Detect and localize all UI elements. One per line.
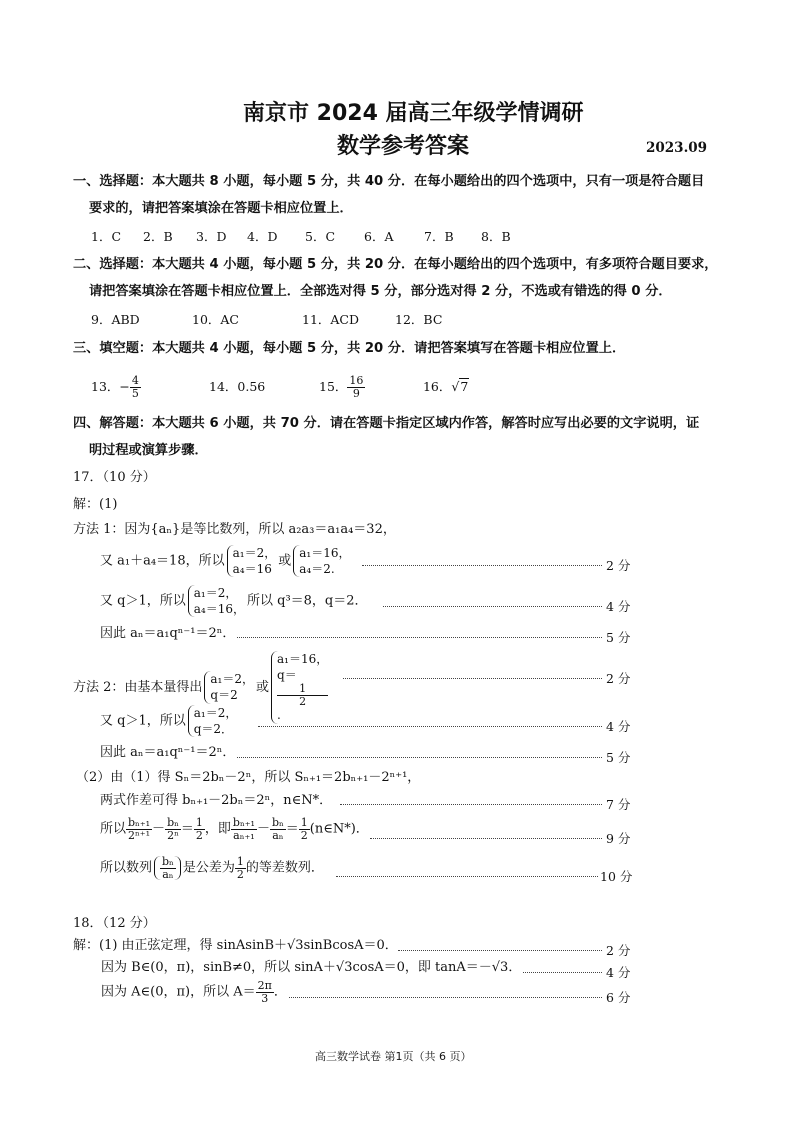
section-1-answers (91, 229, 511, 245)
q17-part-2-line-4: 所以数列 bₙ aₙ 是公差为 $\frac{1}{2}$ 的等差数列． (100, 855, 324, 881)
section-3-line-1: 三、填空题：本大题共 4 小题，每小题 5 分，共 20 分．请把答案填写在答题卡相应位置上． (73, 341, 626, 356)
equation-system: a₁＝16， q＝ 1 2 . (271, 651, 328, 724)
answer-8: 8．B (481, 229, 511, 244)
section-4-line-2: 明过程或演算步骤． (89, 443, 208, 458)
title-line-1: 南京市 2024 届高三年级学情调研 (243, 101, 584, 126)
fraction-15: $\frac{16}{9}$ (349, 374, 364, 400)
q17-method2-line-1: 方法 2：由基本量得出 a₁＝2， q＝2 或 a₁＝16， q＝ 1 2 . (73, 652, 329, 723)
section-1-line-2: 要求的，请把答案填涂在答题卡相应位置上． (89, 201, 353, 216)
answer-1: 1．C (91, 229, 122, 244)
q18-line-2: 因为 B∈(0，π)，sinB≠0，所以 sinA＋√3cosA＝0，即 tanA＝－√3． (101, 960, 522, 975)
q17-part-2-line-1: （2）由（1）得 Sₙ＝2bₙ－2ⁿ，所以 Sₙ₊₁＝2bₙ₊₁－2ⁿ⁺¹， (76, 770, 421, 785)
points: 4 分 (606, 599, 631, 614)
points: 2 分 (606, 671, 631, 686)
points: 2 分 (606, 943, 631, 958)
dot-leader (343, 678, 602, 679)
answer-11: 11．ACD (302, 312, 360, 327)
q18-line-1: 解：(1) 由正弦定理，得 sinAsinB＋√3sinBcosA＝0． (73, 938, 398, 953)
answer-16: 16．√7 (422, 379, 469, 394)
dot-leader (237, 637, 602, 638)
points: 5 分 (606, 750, 631, 765)
answer-13: 13．− $\frac{4}{5}$ (91, 374, 139, 400)
equation-system: a₁＝16， a₄＝2. (293, 545, 350, 577)
section-4-line-1: 四、解答题：本大题共 6 小题，共 70 分．请在答题卡指定区域内作答，解答时应写出必要的文字说明，证 (73, 416, 700, 431)
q17-method1-line-4: 因此 aₙ＝a₁qⁿ⁻¹＝2ⁿ． (100, 626, 236, 641)
answer-10: 10．AC (192, 312, 239, 327)
points: 2 分 (606, 558, 631, 573)
exam-date: 2023.09 (646, 140, 708, 156)
points: 4 分 (606, 719, 631, 734)
q17-part-2-line-2: 两式作差可得 bₙ₊₁－2bₙ＝2ⁿ，n∈N*． (100, 793, 333, 808)
q17-part-2-line-3: 所以 $\frac{\text{bₙ₊₁}}{\text{2ⁿ⁺¹}}$ － $\frac{\text{bₙ}}{\text{2ⁿ}}$ ＝ $\frac{1}{2}$ ，即 $\frac{\text{bₙ₊₁}}{\text{aₙ₊₁}}$ － $\frac{\text{bₙ}}{\text{aₙ}}$ ＝ $\frac{1}{2}$ (n∈N*)． (100, 816, 369, 842)
answer-3: 3．D (196, 229, 227, 244)
dot-leader (336, 876, 598, 877)
answer-4: 4．D (247, 229, 278, 244)
dot-leader (340, 804, 602, 805)
dot-leader (370, 838, 602, 839)
q18-line-3: 因为 A∈(0，π)，所以 A＝ $\frac{2\pi}{3}$ ． (101, 979, 287, 1005)
dot-leader (398, 950, 602, 951)
answer-7: 7．B (424, 229, 454, 244)
dot-leader (523, 972, 602, 973)
answer-2: 2．B (143, 229, 173, 244)
equation-system: a₁＝2， q＝2． (188, 705, 238, 737)
answer-6: 6．A (364, 229, 394, 244)
points: 5 分 (606, 630, 631, 645)
points: 9 分 (606, 831, 631, 846)
points: 7 分 (606, 797, 631, 812)
q17-header: 17．（10 分） (73, 470, 156, 485)
dot-leader (383, 606, 602, 607)
answer-15: 15． $\frac{16}{9}$ (319, 374, 364, 400)
points: 10 分 (600, 869, 633, 884)
points: 4 分 (606, 965, 631, 980)
equation-system: a₁＝2， a₄＝16 (227, 545, 277, 577)
q17-method1-line-3: 又 q＞1，所以 a₁＝2， a₄＝16， 所以 q³＝8，q＝2． (100, 586, 368, 617)
points: 6 分 (606, 990, 631, 1005)
dot-leader (289, 997, 602, 998)
section-3-answers (91, 370, 469, 404)
title-line-2: 数学参考答案 (337, 134, 470, 159)
page-footer: 高三数学试卷 第1页（共 6 页） (315, 1050, 472, 1063)
answer-5: 5．C (305, 229, 336, 244)
section-1-line-1: 一、选择题：本大题共 8 小题，每小题 5 分，共 40 分．在每小题给出的四个选项中，只有一项是符合题目 (73, 174, 705, 189)
q17-method2-line-3: 因此 aₙ＝a₁qⁿ⁻¹＝2ⁿ． (100, 745, 236, 760)
q17-method2-line-2: 又 q＞1，所以 a₁＝2， q＝2． (100, 706, 238, 737)
q17-method1-line-1: 方法 1：因为{aₙ}是等比数列，所以 a₂a₃＝a₁a₄＝32， (73, 522, 396, 537)
dot-leader (362, 565, 602, 566)
q17-part-1: 解：(1) (73, 497, 118, 512)
answer-9: 9．ABD (91, 312, 140, 327)
section-2-answers (91, 312, 442, 328)
answer-14: 14．0.56 (209, 379, 266, 394)
dot-leader (237, 757, 602, 758)
q17-method1-line-2: 又 a₁＋a₄＝18，所以 a₁＝2， a₄＝16 或 a₁＝16， a₄＝2. (100, 546, 351, 577)
section-2-line-2: 请把答案填涂在答题卡相应位置上．全部选对得 5 分，部分选对得 2 分，不选或有错选的得 0 分． (89, 284, 672, 299)
dot-leader (258, 726, 602, 727)
equation-system: a₁＝2， q＝2 (204, 671, 254, 703)
answer-12: 12．BC (395, 312, 443, 327)
sequence-brace: bₙ aₙ (154, 856, 181, 880)
section-2-line-1: 二、选择题：本大题共 4 小题，每小题 5 分，共 20 分．在每小题给出的四个选项中，有多项符合题目要求， (73, 257, 718, 272)
q18-header: 18．（12 分） (73, 916, 156, 931)
fraction-13: $\frac{4}{5}$ (131, 374, 139, 400)
equation-system: a₁＝2， a₄＝16， (188, 585, 245, 617)
